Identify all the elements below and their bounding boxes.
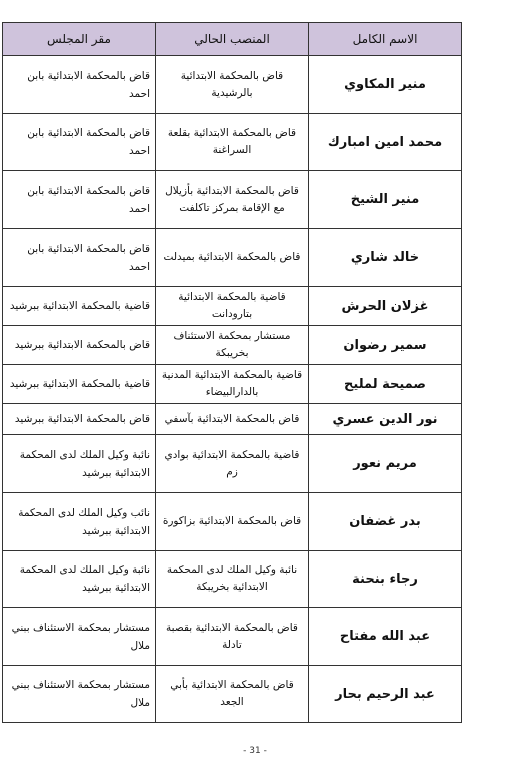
cell-seat: قاض بالمحكمة الابتدائية بابن احمد <box>3 171 156 229</box>
cell-seat: نائبة وكيل الملك لدى المحكمة الابتدائية ببرشيد <box>3 551 156 608</box>
table-row <box>3 229 462 287</box>
cell-position: قاض بالمحكمة الابتدائية بميدلت <box>156 229 309 287</box>
table-row <box>3 365 462 404</box>
cell-seat: قاض بالمحكمة الابتدائية بابن احمد <box>3 114 156 171</box>
table-row <box>3 404 462 435</box>
cell-seat: قاض بالمحكمة الابتدائية ببرشيد <box>3 326 156 365</box>
table-row <box>3 493 462 551</box>
cell-name: منير الشيخ <box>309 171 462 229</box>
cell-seat: نائبة وكيل الملك لدى المحكمة الابتدائية ببرشيد <box>3 435 156 493</box>
header-council-seat: مقر المجلس <box>3 23 156 56</box>
table-row <box>3 114 462 171</box>
cell-position: مستشار بمحكمة الاستئناف بخريبكة <box>156 326 309 365</box>
cell-name: عبد الله مفتاح <box>309 608 462 666</box>
table-header-row <box>3 23 462 56</box>
appointments-table <box>2 22 462 723</box>
page-number: - 31 - <box>243 746 267 756</box>
cell-position: نائبة وكيل الملك لدى المحكمة الابتدائية بخريبكة <box>156 551 309 608</box>
cell-position: قاض بالمحكمة الابتدائية بأبي الجعد <box>156 666 309 723</box>
table-row <box>3 608 462 666</box>
cell-position: قاض بالمحكمة الابتدائية بقلعة السراغنة <box>156 114 309 171</box>
cell-position: قاض بالمحكمة الابتدائية بآسفي <box>156 404 309 435</box>
table-row <box>3 326 462 365</box>
cell-seat: قاضية بالمحكمة الابتدائية ببرشيد <box>3 287 156 326</box>
cell-name: صميحة لمليح <box>309 365 462 404</box>
cell-position: قاضية بالمحكمة الابتدائية المدنية بالدارالبيضاء <box>156 365 309 404</box>
table-row <box>3 171 462 229</box>
cell-seat: مستشار بمحكمة الاستئناف ببني ملال <box>3 608 156 666</box>
cell-name: محمد امين امبارك <box>309 114 462 171</box>
table-row <box>3 435 462 493</box>
table-row <box>3 551 462 608</box>
cell-position: قاض بالمحكمة الابتدائية بالرشيدية <box>156 56 309 114</box>
cell-name: غزلان الحرش <box>309 287 462 326</box>
header-current-position: المنصب الحالي <box>156 23 309 56</box>
cell-name: خالد شاري <box>309 229 462 287</box>
cell-name: رجاء بنحنة <box>309 551 462 608</box>
cell-name: سمير رضوان <box>309 326 462 365</box>
cell-position: قاضية بالمحكمة الابتدائية بوادي زم <box>156 435 309 493</box>
cell-position: قاضية بالمحكمة الابتدائية بتارودانت <box>156 287 309 326</box>
table-row <box>3 56 462 114</box>
cell-position: قاض بالمحكمة الابتدائية بأزيلال مع الإقامة بمركز تاكلفت <box>156 171 309 229</box>
cell-name: بدر غضفان <box>309 493 462 551</box>
header-full-name: الاسم الكامل <box>309 23 462 56</box>
cell-seat: نائب وكيل الملك لدى المحكمة الابتدائية ببرشيد <box>3 493 156 551</box>
cell-name: نور الدين عسري <box>309 404 462 435</box>
table-row <box>3 287 462 326</box>
cell-seat: قاض بالمحكمة الابتدائية بابن احمد <box>3 56 156 114</box>
table-row <box>3 666 462 723</box>
cell-name: منير المكاوي <box>309 56 462 114</box>
cell-position: قاض بالمحكمة الابتدائية بقصبة تادلة <box>156 608 309 666</box>
cell-seat: مستشار بمحكمة الاستئناف ببني ملال <box>3 666 156 723</box>
cell-position: قاض بالمحكمة الابتدائية بزاكورة <box>156 493 309 551</box>
cell-seat: قاض بالمحكمة الابتدائية بابن احمد <box>3 229 156 287</box>
cell-name: عبد الرحيم بحار <box>309 666 462 723</box>
cell-seat: قاض بالمحكمة الابتدائية ببرشيد <box>3 404 156 435</box>
cell-seat: قاضية بالمحكمة الابتدائية ببرشيد <box>3 365 156 404</box>
cell-name: مريم نعور <box>309 435 462 493</box>
